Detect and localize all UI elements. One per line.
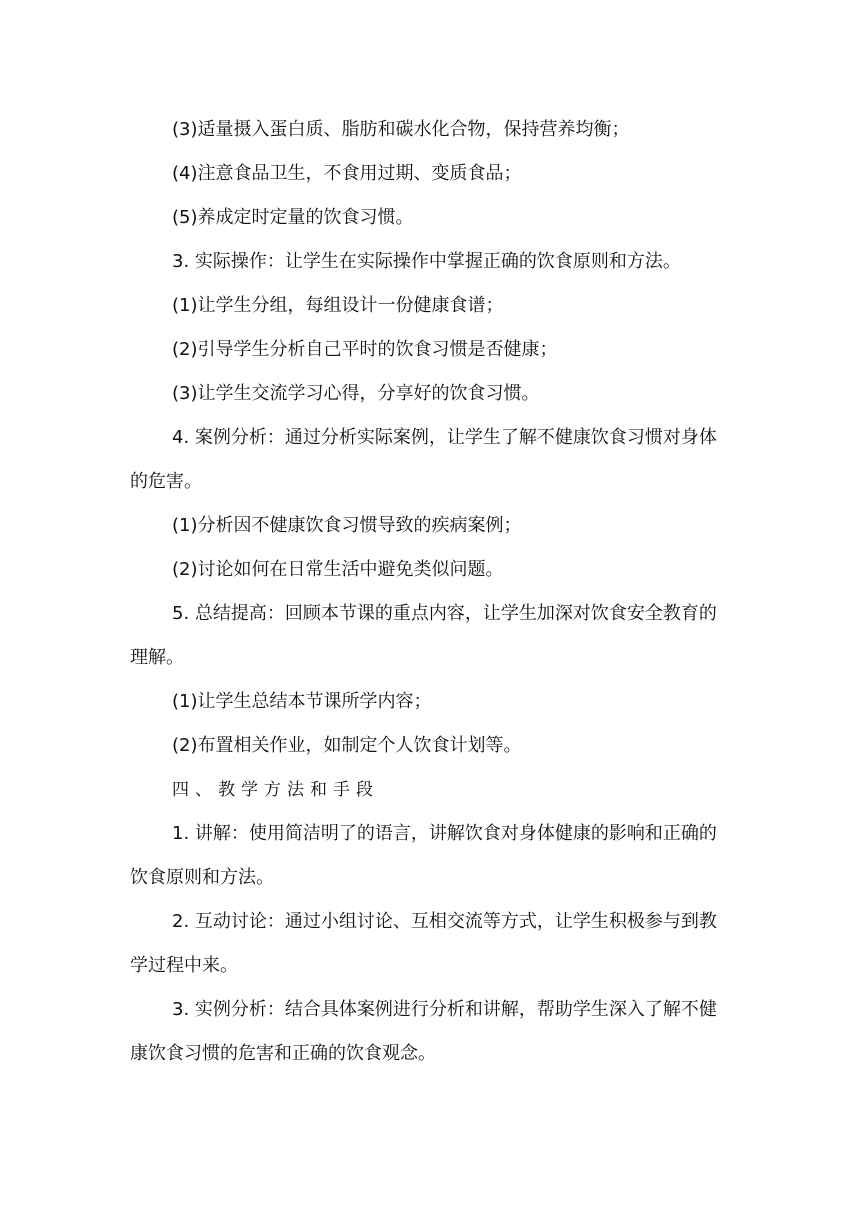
paragraph-example-analysis: 3. 实例分析：结合具体案例进行分析和讲解，帮助学生深入了解不健康饮食习惯的危害和正确的饮食观念。 — [130, 999, 717, 1064]
paragraph-interactive-discussion: 2. 互动讨论：通过小组讨论、互相交流等方式，让学生积极参与到教学过程中来。 — [130, 911, 717, 976]
paragraph-homework: (2)布置相关作业，如制定个人饮食计划等。 — [172, 735, 522, 756]
paragraph-item-4: (4)注意食品卫生，不食用过期、变质食品； — [172, 163, 522, 184]
paragraph-case-analysis: 4. 案例分析：通过分析实际案例，让学生了解不健康饮食习惯对身体的危害。 — [130, 427, 717, 492]
paragraph-summary-improvement: 5. 总结提高：回顾本节课的重点内容，让学生加深对饮食安全教育的理解。 — [130, 603, 717, 668]
paragraph-grouping: (1)让学生分组，每组设计一份健康食谱； — [172, 295, 504, 316]
paragraph-practical-operation: 3. 实际操作：让学生在实际操作中掌握正确的饮食原则和方法。 — [172, 251, 681, 272]
paragraph-share-experience: (3)让学生交流学习心得，分享好的饮食习惯。 — [172, 383, 540, 404]
section-heading-methods: 四、教学方法和手段 — [172, 780, 379, 800]
paragraph-explanation-method: 1. 讲解：使用简洁明了的语言，讲解饮食对身体健康的影响和正确的饮食原则和方法。 — [130, 823, 717, 888]
paragraph-item-5: (5)养成定时定量的饮食习惯。 — [172, 207, 414, 228]
paragraph-disease-cases: (1)分析因不健康饮食习惯导致的疾病案例； — [172, 515, 522, 536]
paragraph-student-summary: (1)让学生总结本节课所学内容； — [172, 691, 432, 712]
paragraph-analyze-habits: (2)引导学生分析自己平时的饮食习惯是否健康； — [172, 339, 558, 360]
document-body — [130, 108, 730, 1076]
paragraph-item-3: (3)适量摄入蛋白质、脂肪和碳水化合物，保持营养均衡； — [172, 119, 630, 140]
paragraph-discuss-avoidance: (2)讨论如何在日常生活中避免类似问题。 — [172, 559, 504, 580]
